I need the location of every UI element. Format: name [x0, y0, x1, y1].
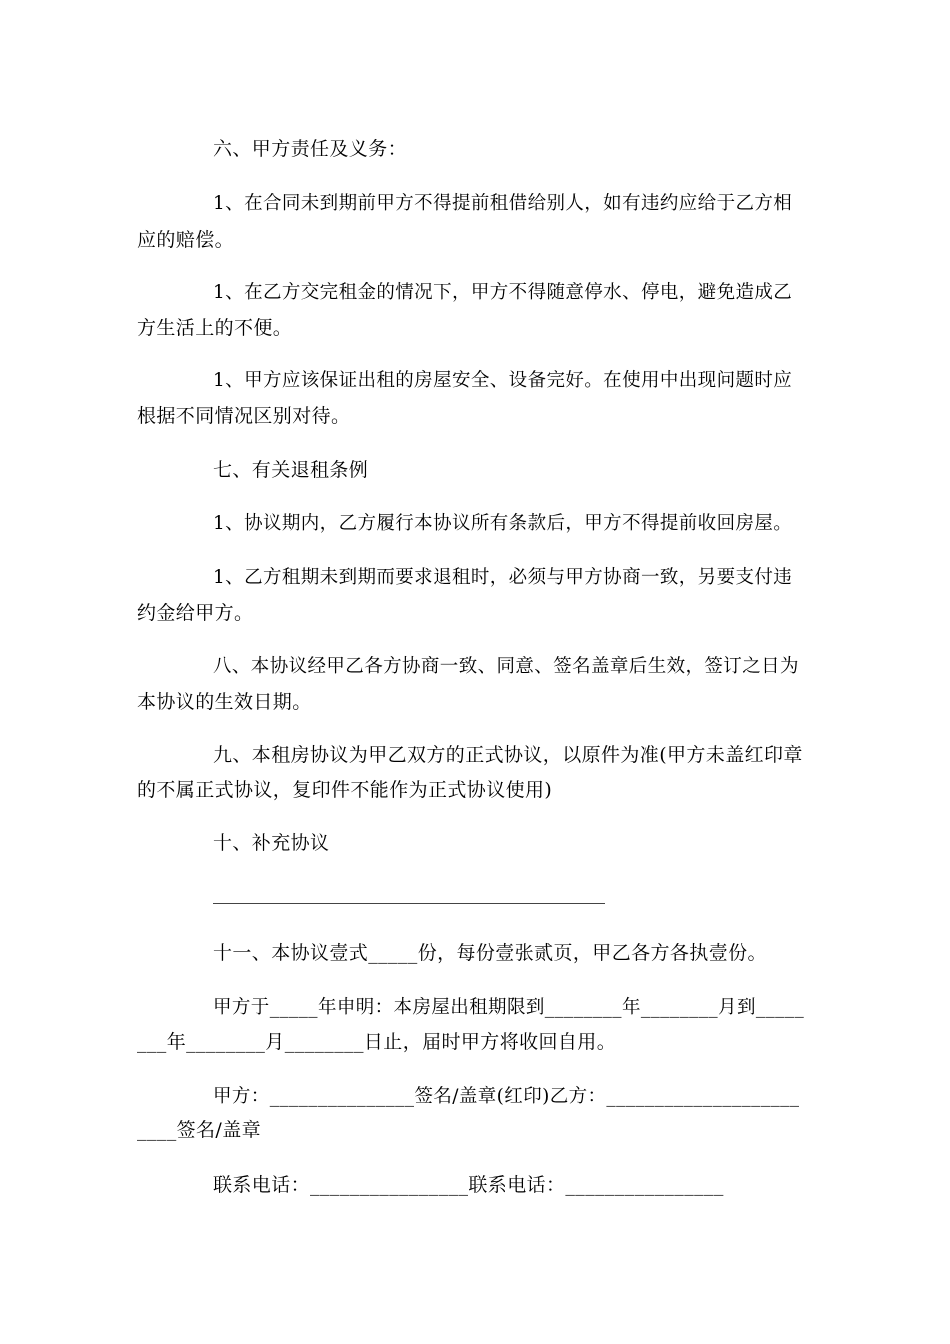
clause-7-1: 1、协议期内，乙方履行本协议所有条款后，甲方不得提前收回房屋。 [213, 513, 793, 534]
clause-6-1-line-1: 1、在合同未到期前甲方不得提前租借给别人，如有违约应给于乙方相 [213, 193, 793, 214]
section-6-heading: 六、甲方责任及义务： [213, 138, 408, 160]
signature-line-1: 甲方：_______________签名/盖章(红印)乙方：____________________ [213, 1086, 800, 1107]
clause-6-2-line-1: 1、在乙方交完租金的情况下，甲方不得随意停水、停电，避免造成乙 [213, 282, 793, 303]
signature-line-2: ____签名/盖章 [137, 1119, 262, 1141]
section-11: 十一、本协议壹式_____份，每份壹张贰页，甲乙各方各执壹份。 [213, 942, 767, 964]
contact-phone-line: 联系电话：________________联系电话：________________ [213, 1174, 724, 1196]
supplementary-blank-line [213, 903, 605, 904]
lease-term-line-2: ___年________月________日止，届时甲方将收回自用。 [137, 1031, 617, 1053]
clause-7-2-line-2: 约金给甲方。 [137, 602, 254, 624]
clause-6-1-line-2: 应的赔偿。 [137, 229, 235, 251]
section-9-line-1: 九、本租房协议为甲乙双方的正式协议，以原件为准(甲方未盖红印章 [213, 744, 803, 766]
clause-6-3-line-1: 1、甲方应该保证出租的房屋安全、设备完好。在使用中出现问题时应 [213, 370, 793, 391]
section-9-line-2: 的不属正式协议，复印件不能作为正式协议使用) [137, 779, 553, 801]
clause-6-3-line-2: 根据不同情况区别对待。 [137, 405, 351, 427]
lease-term-line-1: 甲方于_____年申明：本房屋出租期限到________年________月到_____ [213, 997, 805, 1018]
section-7-heading: 七、有关退租条例 [213, 459, 369, 481]
clause-6-2-line-2: 方生活上的不便。 [137, 317, 293, 339]
section-10-heading: 十、补充协议 [213, 832, 330, 854]
clause-7-2-line-1: 1、乙方租期未到期而要求退租时，必须与甲方协商一致，另要支付违 [213, 567, 793, 588]
section-8-line-1: 八、本协议经甲乙各方协商一致、同意、签名盖章后生效，签订之日为 [213, 656, 799, 677]
section-8-line-2: 本协议的生效日期。 [137, 691, 312, 713]
